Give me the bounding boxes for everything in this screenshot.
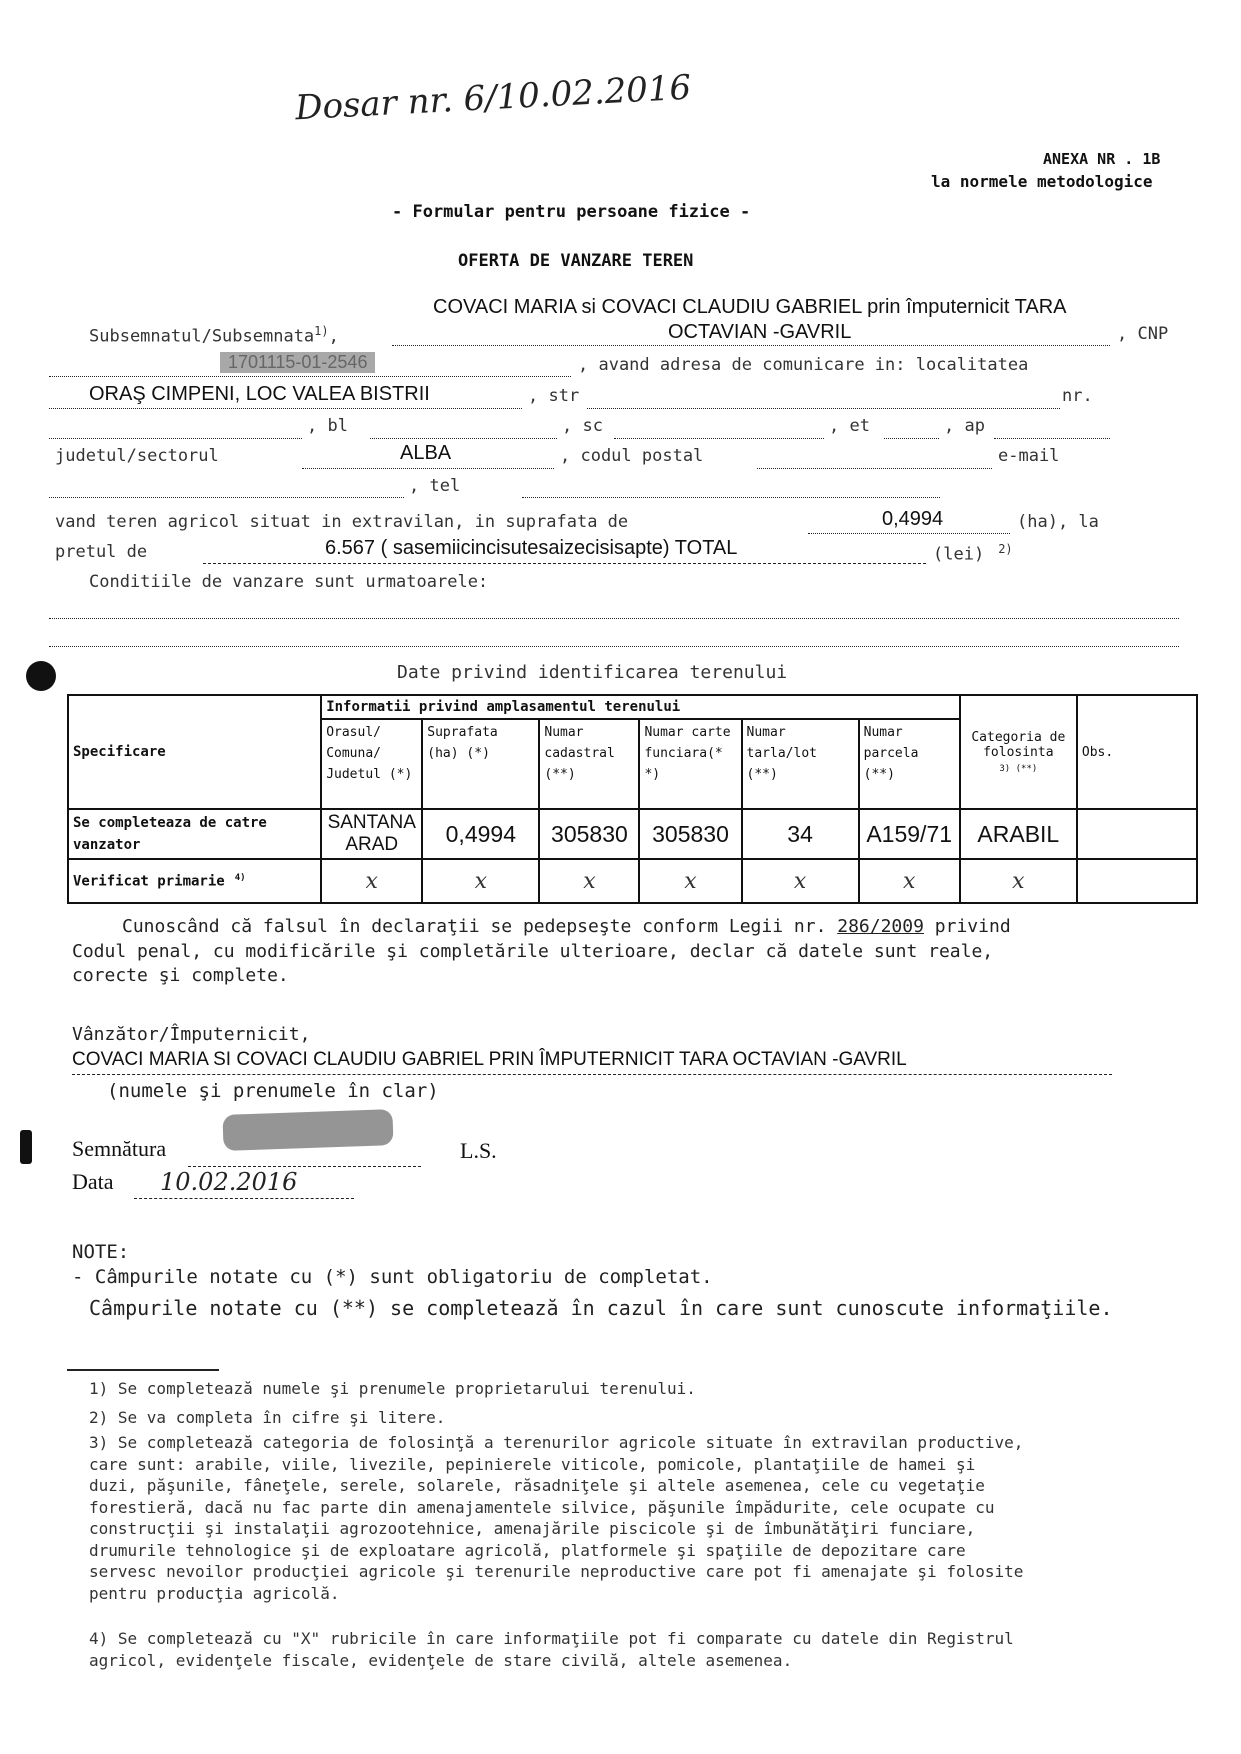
data-dashed-line	[134, 1198, 354, 1199]
nr-label: nr.	[1062, 386, 1093, 406]
judet-value: ALBA	[400, 442, 452, 464]
conditii-label: Conditiile de vanzare sunt urmatoarele:	[89, 572, 489, 592]
str-dotted-line	[587, 408, 1060, 409]
header-parcela: Numar parcela (**)	[859, 719, 960, 809]
judetul-label: judetul/sectorul	[55, 446, 219, 466]
cell-carte-funciara: 305830	[639, 809, 741, 859]
cod-postal-label: , codul postal	[560, 446, 704, 466]
note-1: - Câmpurile notate cu (*) sunt obligatoriu de completat.	[72, 1266, 713, 1288]
cell-cadastral: 305830	[539, 809, 639, 859]
check-mark: x	[639, 859, 741, 903]
footnote-2: 2) Se va completa în cifre şi litere.	[89, 1408, 446, 1427]
semnatura-label: Semnătura	[72, 1136, 167, 1161]
declaration-line2: Codul penal, cu modificările şi completările ulterioare, declar că datele sunt reale,	[72, 941, 994, 962]
notes-title: NOTE:	[72, 1241, 130, 1263]
header-suprafata: Suprafata (ha) (*)	[422, 719, 539, 809]
lei-label: (lei) $^{2)}$	[933, 542, 1013, 565]
str-label: , str	[528, 386, 580, 406]
cnp-value-redacted: 1701115-01-2546	[220, 352, 375, 373]
cnp-label: , CNP	[1117, 324, 1169, 344]
localitatea-value: ORAŞ CIMPENI, LOC VALEA BISTRII	[89, 383, 430, 405]
cell-parcela: A159/71	[859, 809, 960, 859]
cell-obs	[1077, 809, 1197, 859]
punch-hole-mark-2	[20, 1130, 32, 1164]
check-mark: x	[859, 859, 960, 903]
normele-label: la normele metodologice	[931, 172, 1153, 191]
formular-label: - Formular pentru persoane fizice -	[392, 202, 751, 222]
ap-dotted-line	[994, 438, 1110, 439]
pret-dashed-line	[203, 563, 926, 564]
vanzator-name-dashed-line	[72, 1074, 1112, 1075]
ap-label: , ap	[944, 416, 985, 436]
cell-suprafata: 0,4994	[422, 809, 539, 859]
vand-label: vand teren agricol situat in extravilan, in suprafata de	[55, 512, 629, 532]
row-vanzator-label: Se completeaza de catre vanzator	[68, 809, 321, 859]
note-2: Câmpurile notate cu (**) se completează în cazul în care sunt cunoscute informaţiile.	[89, 1296, 1113, 1320]
check-mark: x	[422, 859, 539, 903]
et-dotted-line	[884, 438, 939, 439]
name-hint: (numele şi prenumele în clar)	[107, 1080, 439, 1102]
cell-tarla: 34	[742, 809, 859, 859]
signature-redacted	[222, 1109, 393, 1151]
data-label: Data	[72, 1169, 114, 1194]
pret-value: 6.567 ( sasemiicincisutesaizecisisapte) TOTAL	[325, 537, 738, 559]
header-orasul: Orasul/ Comuna/ Judetul (*)	[321, 719, 422, 809]
suprafata-dotted-line	[808, 533, 1010, 534]
header-amplasament: Informatii privind amplasamentul terenului	[321, 695, 960, 719]
subsemnatul-label: Subsemnatul/Subsemnata$^{1)}$,	[89, 324, 339, 347]
email-dotted-line	[49, 497, 404, 498]
vanzator-label: Vânzător/Împuternicit,	[72, 1024, 311, 1045]
declaration-line1: Cunoscând că falsul în declaraţii se pedepseşte conform Legii nr. 286/2009 privind	[122, 916, 1011, 937]
cell-obs-empty	[1077, 859, 1197, 903]
header-carte-funciara: Numar carte funciara(**)	[639, 719, 741, 809]
footnote-1: 1) Se completează numele şi prenumele proprietarului terenului.	[89, 1379, 696, 1398]
header-tarla: Numar tarla/lot (**)	[742, 719, 859, 809]
declaration-line3: corecte şi complete.	[72, 965, 289, 986]
anexa-label: ANEXA NR . 1B	[1043, 150, 1161, 168]
footnote-4: 4) Se completează cu "X" rubricile în care informaţiile pot fi comparate cu datele din Registrul agricol, evidenţele fiscale, evidenţele de stare civilă, altele asemenea.	[89, 1629, 1014, 1670]
page-title: OFERTA DE VANZARE TEREN	[458, 251, 694, 271]
terrain-table	[67, 694, 1198, 904]
table-row	[68, 859, 1197, 903]
header-specificare: Specificare	[68, 695, 321, 809]
data-value-handwritten: 10.02.2016	[160, 1168, 298, 1196]
footnote-3: 3) Se completează categoria de folosinţă a terenurilor agricole situate în extravilan productive, care sunt: arabile, viile, livezile, pepinierele viticole, pomicole, plantaţiile de hamei şi duzi, păşunile, fâneţele, serele, solarele, răsadniţele şi altele asemenea, cele cu vegetaţie forestieră, dacă nu fac parte din amenajamentele silvice, păşunile împădurite, cele ocupate cu construcţii şi instalaţii agrozootehnice, amenajările piscicole şi de îmbunătăţiri funciare, drumurile tehnologice şi de exploatare agricolă, platformele şi spaţiile de depozitare care servesc nevoilor producţiei agricole şi terenurile neproductive care pot fi amenajate şi folosite pentru producţia agricolă.	[89, 1433, 1024, 1603]
cnp-dotted-line	[49, 376, 571, 377]
sc-label: , sc	[562, 416, 603, 436]
cell-localitate: SANTANA ARAD	[321, 809, 422, 859]
suprafata-value: 0,4994	[882, 508, 944, 530]
cell-categoria: ARABIL	[960, 809, 1077, 859]
nr-dotted-line	[49, 438, 302, 439]
footnote-separator	[67, 1369, 219, 1371]
row-verificat-label: Verificat primarie $^{4)}$	[68, 859, 321, 903]
email-label: e-mail	[998, 446, 1060, 466]
header-categoria: Categoria de folosinta 3) (**)	[960, 695, 1077, 809]
vanzator-name: COVACI MARIA SI COVACI CLAUDIU GABRIEL PRIN ÎMPUTERNICIT TARA OCTAVIAN -GAVRIL	[72, 1049, 907, 1070]
punch-hole-mark	[26, 661, 56, 691]
conditii-dotted-line-2	[49, 646, 1179, 647]
conditii-dotted-line-1	[49, 618, 1179, 619]
table-row	[68, 809, 1197, 859]
pret-label: pretul de	[55, 542, 148, 562]
table-caption: Date privind identificarea terenului	[397, 662, 788, 683]
bl-dotted-line	[370, 438, 557, 439]
adresa-label: , avand adresa de comunicare in: localitatea	[578, 355, 1029, 375]
et-label: , et	[829, 416, 870, 436]
check-mark: x	[960, 859, 1077, 903]
header-cadastral: Numar cadastral (**)	[539, 719, 639, 809]
sellers-name-line2: OCTAVIAN -GAVRIL	[668, 321, 852, 343]
tel-label: , tel	[409, 476, 461, 496]
dosar-handwritten: Dosar nr. 6/10.02.2016	[294, 67, 693, 129]
check-mark: x	[539, 859, 639, 903]
tel-dotted-line	[522, 497, 940, 498]
ls-label: L.S.	[460, 1138, 497, 1163]
localitatea-dotted-line	[49, 408, 522, 409]
cod-postal-dotted-line	[757, 468, 992, 469]
sellers-name-line1: COVACI MARIA si COVACI CLAUDIU GABRIEL prin împuternicit TARA	[433, 296, 1067, 318]
check-mark: x	[321, 859, 422, 903]
header-obs: Obs.	[1077, 695, 1197, 809]
judet-dotted-line	[302, 468, 554, 469]
name-dotted-line	[392, 345, 1110, 346]
signature-dashed-line	[188, 1166, 421, 1167]
check-mark: x	[742, 859, 859, 903]
sc-dotted-line	[614, 438, 824, 439]
bl-label: , bl	[307, 416, 348, 436]
ha-label: (ha), la	[1017, 512, 1099, 532]
